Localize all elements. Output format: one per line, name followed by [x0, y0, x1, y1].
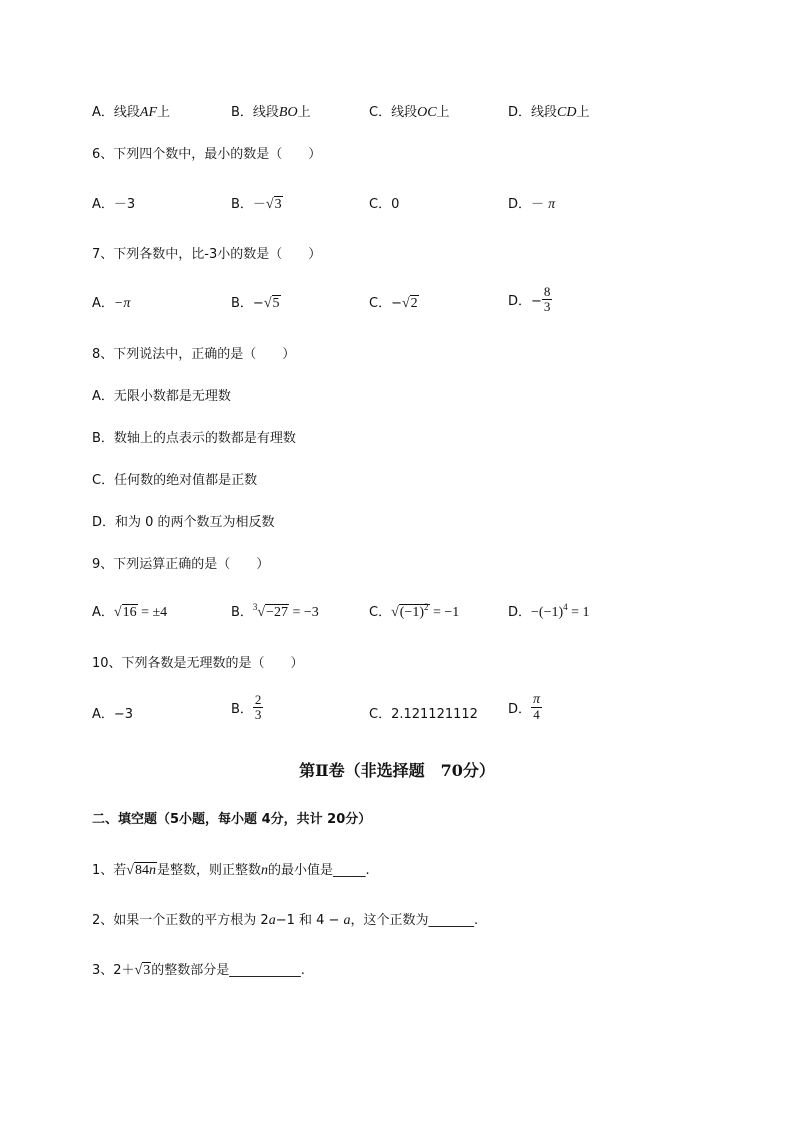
- q10-option-a: A．−3: [92, 707, 134, 722]
- q8-option-a: A．无限小数都是无理数: [92, 389, 231, 404]
- fraction: $\frac{\pi}{4}$: [533, 692, 541, 722]
- q8-option-c: C．任何数的绝对值都是正数: [92, 473, 258, 488]
- q9-stem: 9、下列运算正确的是（ ）: [92, 557, 270, 572]
- q8-stem: 8、下列说法中，正确的是（ ）: [92, 347, 296, 362]
- q10-option-c: C．2.121121112: [369, 707, 478, 722]
- q9-option-a: A．√16 = ±4: [92, 605, 168, 620]
- q9-option-b: B．$^3$√−27 = −3: [231, 602, 319, 620]
- fill-question-1: 1、若√84n是整数，则正整数n的最小值是_____.: [92, 863, 370, 878]
- q5-option-c: C．线段OC上: [369, 105, 450, 120]
- q10-stem: 10、下列各数是无理数的是（ ）: [92, 656, 304, 671]
- q7-option-b: B．−√5: [231, 296, 280, 311]
- q9-option-c: C．$√(-1)^2 = -1$: [369, 602, 460, 620]
- q6-option-c: C．0: [369, 197, 400, 212]
- q5-option-b: B．线段BO上: [231, 105, 311, 120]
- q8-option-d: D．和为 0 的两个数互为相反数: [92, 515, 275, 530]
- fill-question-2: 2、如果一个正数的平方根为 2a−1 和 4 − a，这个正数为_______.: [92, 913, 479, 928]
- part-two-title: 第Ⅱ卷（非选择题 70分）: [299, 761, 495, 780]
- q6-option-a: A．－3: [92, 197, 136, 212]
- fraction: $\frac{8}{3}$: [543, 284, 551, 314]
- q10-option-b: B． $\frac{2}{3}$: [231, 692, 262, 722]
- q5-option-d: D．线段CD上: [508, 105, 590, 120]
- q7-stem: 7、下列各数中，比-3小的数是（ ）: [92, 247, 322, 262]
- q5-option-a: A．线段AF上: [92, 105, 171, 120]
- q7-option-c: C．−√2: [369, 296, 418, 311]
- q6-option-b: B．－√3: [231, 197, 282, 212]
- q7-option-a: A．−π: [92, 296, 131, 311]
- q7-option-d: D．− $\frac{8}{3}$: [508, 284, 551, 314]
- q9-option-d: D．$-(-1)^4 = 1$: [508, 602, 590, 620]
- fraction: $\frac{2}{3}$: [254, 692, 262, 722]
- q10-option-d: D． $\frac{\pi}{4}$: [508, 692, 541, 722]
- q8-option-b: B．数轴上的点表示的数都是有理数: [92, 431, 296, 446]
- fill-question-3: 3、2＋√3的整数部分是___________.: [92, 963, 305, 978]
- section-heading: 二、填空题（5小题，每小题 4分，共计 20分）: [92, 812, 372, 827]
- q6-option-d: D．－ π: [508, 197, 556, 212]
- q6-stem: 6、下列四个数中，最小的数是（ ）: [92, 147, 322, 162]
